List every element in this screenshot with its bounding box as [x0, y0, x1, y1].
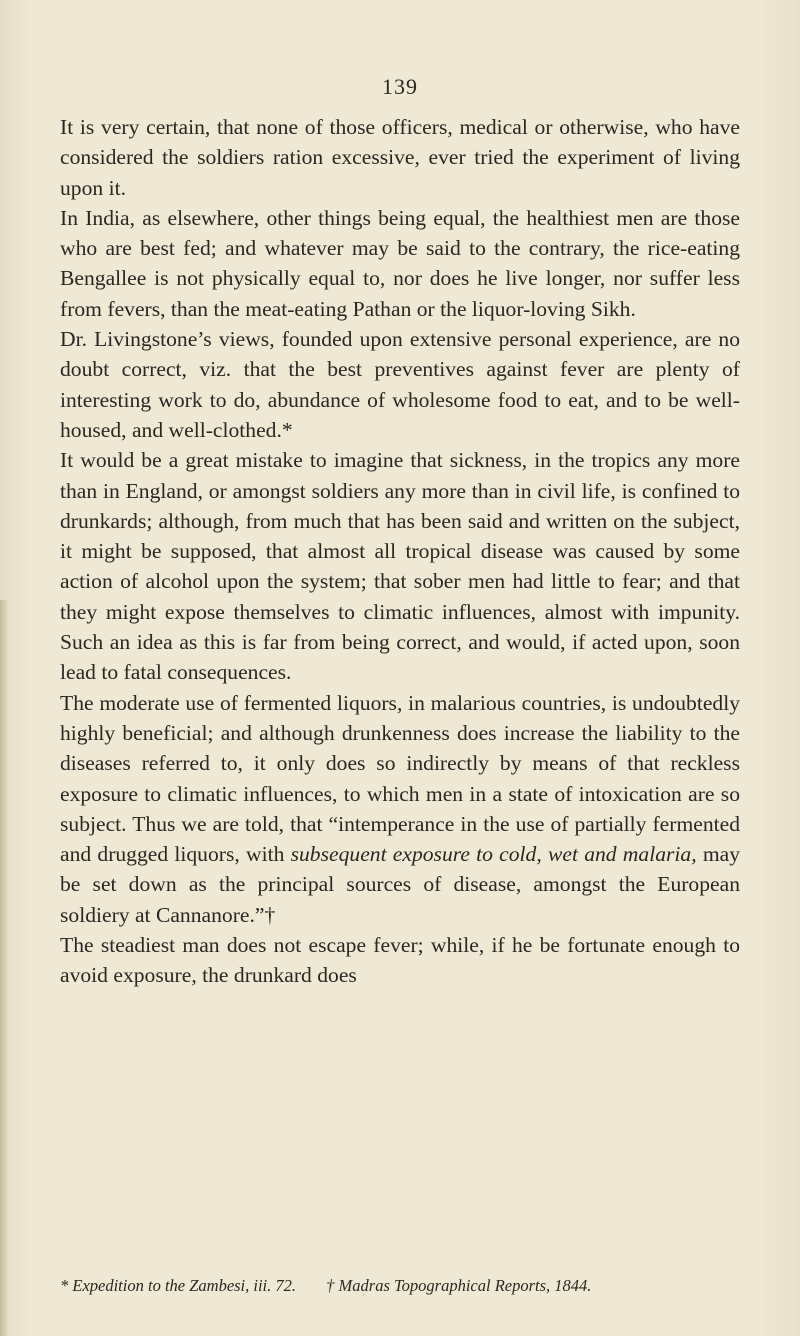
paragraph-1: It is very certain, that none of those officers, medical or otherwise, who have considered the soldiers ration excessive, ever tried the experiment of living upon it.	[60, 115, 740, 200]
paragraph-5-part-1: The moderate use of fermented liquors, in malarious countries, is undoubtedly highly beneficial; and although drunkenness does increase the liability to the diseases referred to, it only does so indirectly by means of that reckless exposure to climatic influences, to which men in a state of intoxication are so subject. Thus we are told, that “intemperance in the use of partially fermented and drugged liquors, with	[60, 690, 740, 867]
footnote-1: * Expedition to the Zambesi, iii. 72.	[60, 1276, 297, 1295]
page-edge-shadow	[0, 600, 8, 1336]
paragraph-6: The steadiest man does not escape fever; while, if he be fortunate enough to avoid exposure, the drunkard does	[60, 933, 740, 988]
paragraph-5-italic: subsequent exposure to cold, wet and malaria,	[290, 842, 697, 867]
page-number: 139	[382, 74, 418, 99]
footnotes	[60, 1276, 760, 1296]
footnote-2: † Madras Topographical Reports, 1844.	[326, 1276, 592, 1295]
paragraph-2: In India, as elsewhere, other things being equal, the healthiest men are those who are best fed; and whatever may be said to the contrary, the rice-eating Bengallee is not physically equal to, nor does he live longer, nor suffer less from fevers, than the meat-eating Pathan or the liquor-loving Sikh.	[60, 205, 740, 321]
paragraph-5-part-2: may be set down as the principal sources of disease, amongst the European soldiery at Cannanore.”†	[60, 842, 740, 927]
body-text	[60, 112, 740, 991]
paragraph-3: Dr. Livingstone’s views, founded upon extensive personal experience, are no doubt correct, viz. that the best preventives against fever are plenty of interesting work to do, abundance of wholesome food to eat, and to be well-housed, and well-clothed.*	[60, 327, 740, 442]
paragraph-5	[60, 688, 740, 930]
paragraph-4: It would be a great mistake to imagine that sickness, in the tropics any more than in England, or amongst soldiers any more than in civil life, is confined to drunkards; although, from much that has been said and written on the subject, it might be supposed, that almost all tropical disease was caused by some action of alcohol upon the system; that sober men had little to fear; and that they might expose themselves to climatic influences, almost with impunity. Such an idea as this is far from being correct, and would, if acted upon, soon lead to fatal consequences.	[60, 448, 740, 685]
